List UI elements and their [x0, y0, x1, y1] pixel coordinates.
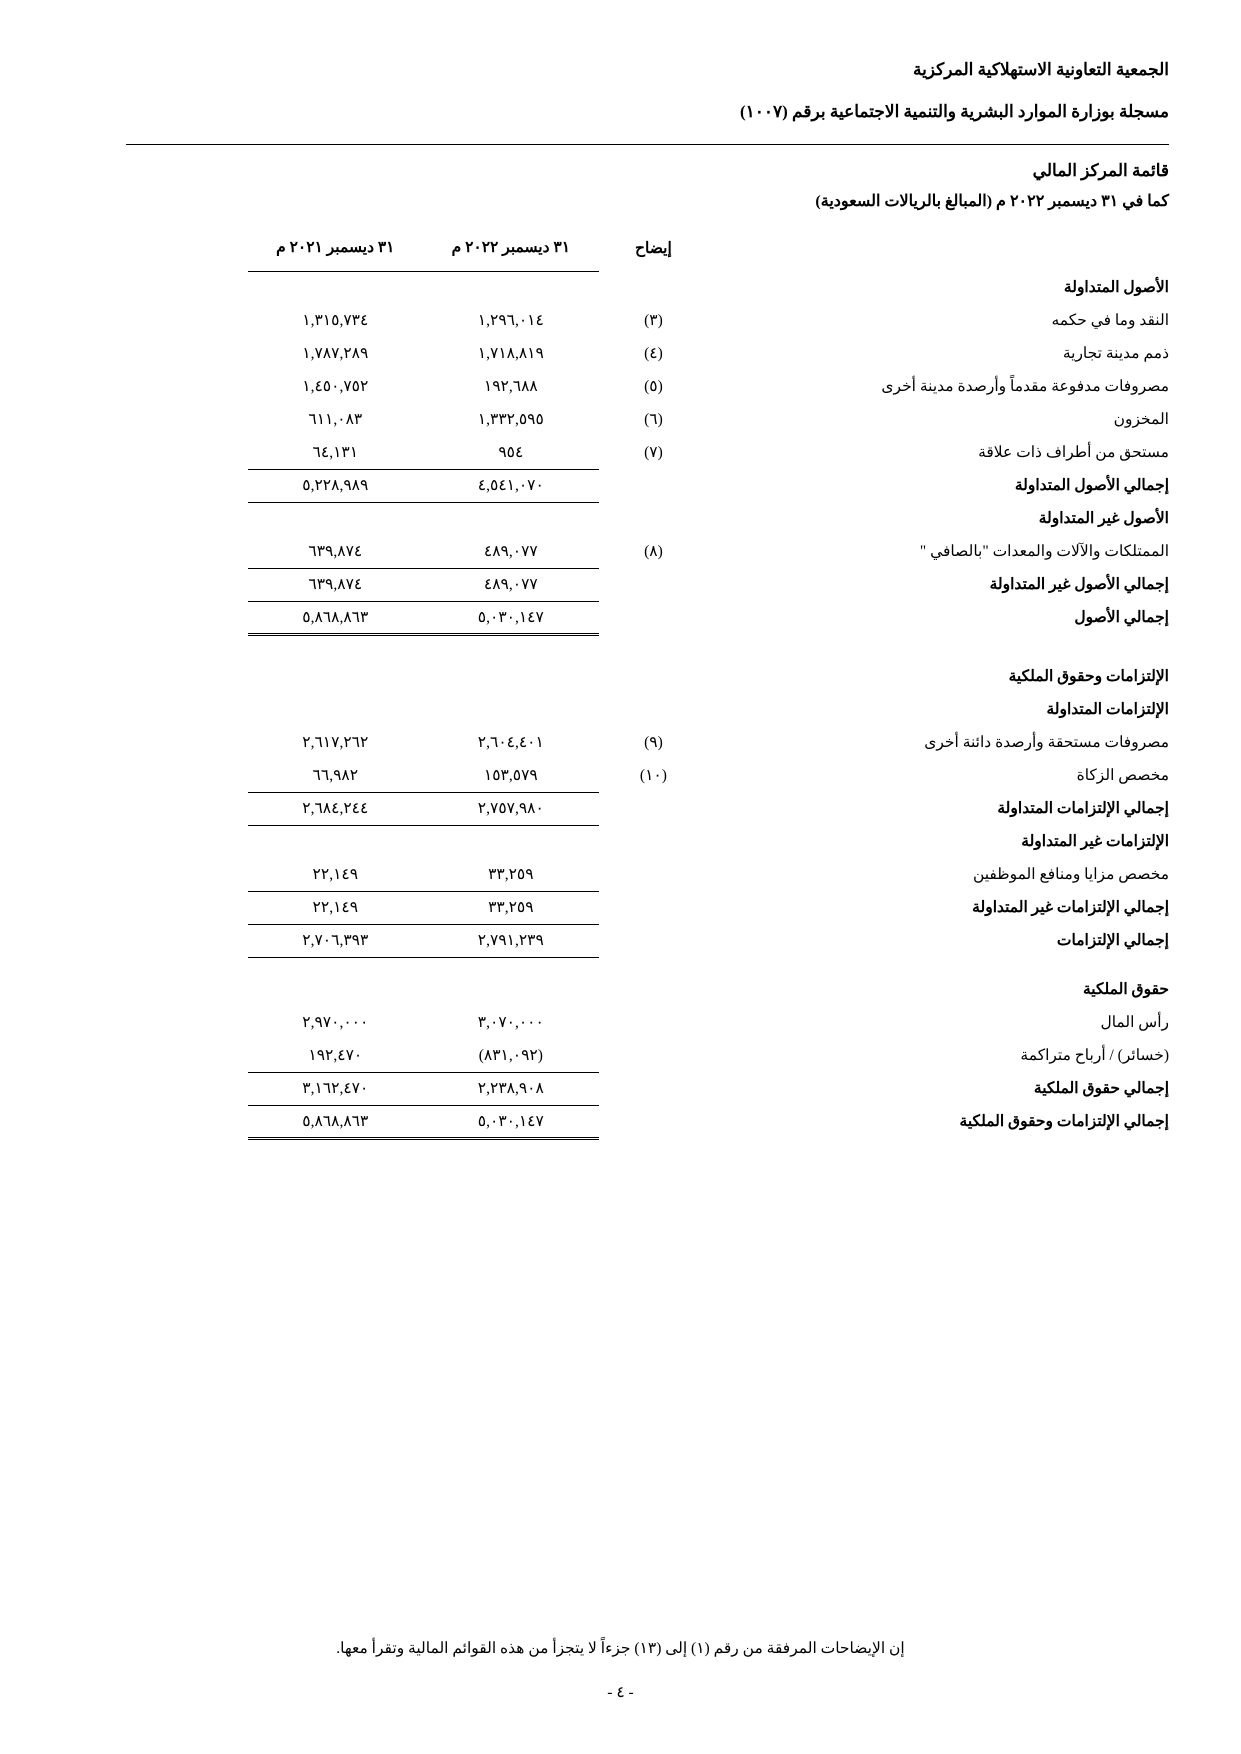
row-label: مستحق من أطراف ذات علاقة: [978, 444, 1169, 461]
header-spacer: [72, 225, 248, 271]
row-label: إجمالي الإلتزامات: [1056, 932, 1169, 949]
empty-cell: [72, 891, 248, 924]
table-row: [72, 858, 1169, 891]
row-value-2021: ٢,٦٨٤,٢٤٤: [248, 792, 424, 825]
empty-cell: [72, 973, 248, 1006]
empty-cell: [72, 535, 248, 568]
row-note: (١٠): [639, 767, 667, 784]
row-label: إجمالي حقوق الملكية: [1033, 1080, 1169, 1097]
empty-cell: [248, 693, 424, 726]
empty-cell: [599, 973, 709, 1006]
table-row-total: [72, 891, 1169, 924]
row-value-2021: ٣,١٦٢,٤٧٠: [248, 1072, 424, 1105]
empty-cell: [72, 469, 248, 502]
row-value-2021: ٥,٢٢٨,٩٨٩: [248, 469, 424, 502]
row-note: (٨): [644, 543, 663, 560]
row-value-2022: (٨٣١,٠٩٢): [423, 1039, 599, 1072]
section-title: الإلتزامات المتداولة: [1046, 701, 1169, 718]
table-row: [72, 726, 1169, 759]
row-label: المخزون: [1113, 411, 1169, 428]
row-note: (٩): [644, 734, 663, 751]
section-non-current-assets: [72, 502, 1169, 535]
row-value-2022: ٢,٦٠٤,٤٠١: [477, 734, 544, 751]
row-value-2022: ٢,٧٩١,٢٣٩: [423, 924, 599, 957]
document-header: [72, 60, 1169, 122]
row-value-2022: ٣,٠٧٠,٠٠٠: [477, 1014, 544, 1031]
empty-cell: [599, 858, 709, 891]
empty-cell: [599, 891, 709, 924]
section-title: الإلتزامات وحقوق الملكية: [1008, 668, 1169, 685]
row-label: إجمالي الأصول: [1074, 609, 1169, 626]
header-divider: [126, 144, 1169, 145]
empty-cell: [72, 271, 248, 304]
column-header-current-year: ٣١ ديسمبر ٢٠٢٢ م: [423, 225, 599, 271]
row-value-2022: ١,٧١٨,٨١٩: [477, 345, 544, 362]
section-title: حقوق الملكية: [1083, 981, 1169, 998]
table-header-row: [72, 225, 1169, 271]
table-row: [72, 337, 1169, 370]
empty-cell: [72, 568, 248, 601]
empty-cell: [72, 924, 248, 957]
section-current-assets: [72, 271, 1169, 304]
empty-cell: [599, 1072, 709, 1105]
section-title: الأصول غير المتداولة: [1038, 510, 1169, 527]
table-row: [72, 1039, 1169, 1072]
balance-sheet-table: [72, 225, 1169, 1140]
empty-cell: [423, 660, 599, 693]
statement-title: قائمة المركز المالي: [1032, 161, 1169, 180]
row-note: (٧): [644, 444, 663, 461]
row-value-2022: ٣٣,٢٥٩: [423, 891, 599, 924]
empty-cell: [72, 726, 248, 759]
empty-cell: [72, 1039, 248, 1072]
empty-cell: [248, 825, 424, 858]
table-row: [72, 370, 1169, 403]
empty-cell: [248, 973, 424, 1006]
section-title: الأصول المتداولة: [1063, 279, 1169, 296]
row-value-2022: ١٥٣,٥٧٩: [423, 759, 599, 792]
row-value-2021: ٢,٩٧٠,٠٠٠: [302, 1014, 369, 1031]
empty-cell: [72, 1072, 248, 1105]
organization-name: الجمعية التعاونية الاستهلاكية المركزية: [912, 60, 1169, 79]
row-label: رأس المال: [1100, 1014, 1169, 1031]
empty-cell: [248, 271, 424, 304]
table-row-total: [72, 924, 1169, 957]
empty-cell: [423, 973, 599, 1006]
row-value-2022: ١,٢٩٦,٠١٤: [477, 312, 544, 329]
spacer-row: [72, 634, 1169, 660]
row-value-2021: ٥,٨٦٨,٨٦٣: [248, 601, 424, 634]
row-note: (٦): [644, 411, 663, 428]
empty-cell: [72, 601, 248, 634]
row-value-2021: ١٩٢,٤٧٠: [248, 1039, 424, 1072]
row-label: ذمم مدينة تجارية: [1062, 345, 1169, 362]
table-row: [72, 304, 1169, 337]
empty-cell: [72, 403, 248, 436]
empty-cell: [72, 337, 248, 370]
row-label: الممتلكات والآلات والمعدات "بالصافي ": [919, 543, 1169, 560]
empty-cell: [599, 568, 709, 601]
table-row: [72, 1006, 1169, 1039]
table-row-grand-total: [72, 1105, 1169, 1138]
row-value-2021: ٢٢,١٤٩: [248, 891, 424, 924]
table-row-total: [72, 792, 1169, 825]
empty-cell: [72, 304, 248, 337]
row-label: إجمالي الإلتزامات غير المتداولة: [972, 899, 1169, 916]
empty-cell: [72, 1105, 248, 1138]
empty-cell: [72, 858, 248, 891]
row-label: إجمالي الإلتزامات وحقوق الملكية: [959, 1113, 1169, 1130]
empty-cell: [599, 271, 709, 304]
row-value-2021: ١,٤٥٠,٧٥٢: [302, 378, 369, 395]
section-equity: [72, 973, 1169, 1006]
empty-cell: [423, 825, 599, 858]
row-label: مخصص الزكاة: [1076, 767, 1169, 784]
row-value-2021: ٦١١,٠٨٣: [308, 411, 363, 428]
row-value-2021: ١,٧٨٧,٢٨٩: [302, 345, 369, 362]
table-row: [72, 436, 1169, 469]
statement-title-block: [72, 161, 1169, 211]
empty-cell: [72, 693, 248, 726]
row-value-2021: ١,٣١٥,٧٣٤: [302, 312, 369, 329]
row-label: مخصص مزايا ومنافع الموظفين: [972, 866, 1169, 883]
row-value-2022: ٤٨٩,٠٧٧: [423, 535, 599, 568]
column-header-prior-year: ٣١ ديسمبر ٢٠٢١ م: [248, 225, 424, 271]
row-label: مصروفات مدفوعة مقدماً وأرصدة مدينة أخرى: [881, 378, 1169, 395]
footnote: إن الإيضاحات المرفقة من رقم (١) إلى (١٣) جزءاً لا يتجزأ من هذه القوائم المالية وتقرأ معها.: [336, 1640, 905, 1657]
row-value-2021: ٦٦,٩٨٢: [248, 759, 424, 792]
page-number: - ٤ -: [607, 1684, 634, 1701]
empty-cell: [248, 502, 424, 535]
row-label: النقد وما في حكمه: [1051, 312, 1169, 329]
empty-cell: [72, 502, 248, 535]
empty-cell: [72, 792, 248, 825]
column-header-note: إيضاح: [635, 239, 672, 257]
empty-cell: [72, 370, 248, 403]
empty-cell: [72, 825, 248, 858]
row-value-2022: ٣٣,٢٥٩: [423, 858, 599, 891]
empty-cell: [423, 693, 599, 726]
empty-cell: [72, 436, 248, 469]
table-row-total: [72, 469, 1169, 502]
registration-line: مسجلة بوزارة الموارد البشرية والتنمية الاجتماعية برقم (١٠٠٧): [739, 102, 1169, 121]
row-value-2021: ٢,٧٠٦,٣٩٣: [248, 924, 424, 957]
empty-cell: [599, 693, 709, 726]
empty-cell: [599, 1105, 709, 1138]
table-row-total: [72, 568, 1169, 601]
table-row-total: [72, 1072, 1169, 1105]
empty-cell: [72, 660, 248, 693]
empty-cell: [599, 924, 709, 957]
row-label: إجمالي الأصول غير المتداولة: [989, 576, 1169, 593]
row-value-2021: ٦٣٩,٨٧٤: [248, 568, 424, 601]
section-current-liabilities: [72, 693, 1169, 726]
row-value-2022: ١,٣٣٢,٥٩٥: [477, 411, 544, 428]
row-label: إجمالي الإلتزامات المتداولة: [997, 800, 1169, 817]
row-value-2021: ٦٤,١٣١: [248, 436, 424, 469]
table-row: [72, 759, 1169, 792]
empty-cell: [599, 825, 709, 858]
row-label: مصروفات مستحقة وأرصدة دائنة أخرى: [924, 734, 1169, 751]
row-value-2022: ٥,٠٣٠,١٤٧: [423, 601, 599, 634]
section-title: الإلتزامات غير المتداولة: [1021, 833, 1169, 850]
empty-cell: [599, 1039, 709, 1072]
section-non-current-liabilities: [72, 825, 1169, 858]
row-note: (٥): [644, 378, 663, 395]
table-row: [72, 535, 1169, 568]
row-label: (خسائر) / أرباح متراكمة: [1020, 1047, 1169, 1064]
row-label: إجمالي الأصول المتداولة: [1014, 477, 1169, 494]
empty-cell: [72, 1006, 248, 1039]
section-equity-liabilities: [72, 660, 1169, 693]
row-value-2021: ٢٢,١٤٩: [248, 858, 424, 891]
row-note: (٤): [644, 345, 663, 362]
spacer-row: [72, 957, 1169, 973]
empty-cell: [423, 271, 599, 304]
empty-cell: [72, 759, 248, 792]
empty-cell: [599, 660, 709, 693]
empty-cell: [599, 792, 709, 825]
empty-cell: [423, 502, 599, 535]
row-value-2022: ٢,٢٣٨,٩٠٨: [423, 1072, 599, 1105]
row-note: (٣): [644, 312, 663, 329]
empty-cell: [599, 502, 709, 535]
row-value-2022: ٩٥٤: [423, 436, 599, 469]
statement-subtitle: كما في ٣١ ديسمبر ٢٠٢٢ م (المبالغ بالريالات السعودية): [815, 193, 1169, 210]
row-value-2022: ٤,٥٤١,٠٧٠: [423, 469, 599, 502]
row-value-2021: ٦٣٩,٨٧٤: [248, 535, 424, 568]
empty-cell: [599, 1006, 709, 1039]
table-row-grand-total: [72, 601, 1169, 634]
row-value-2022: ٤٨٩,٠٧٧: [423, 568, 599, 601]
empty-cell: [599, 601, 709, 634]
empty-cell: [248, 660, 424, 693]
row-value-2021: ٢,٦١٧,٢٦٢: [302, 734, 369, 751]
row-value-2021: ٥,٨٦٨,٨٦٣: [248, 1105, 424, 1138]
row-value-2022: ١٩٢,٦٨٨: [483, 378, 538, 395]
header-blank-label: [708, 225, 1169, 271]
row-value-2022: ٢,٧٥٧,٩٨٠: [423, 792, 599, 825]
row-value-2022: ٥,٠٣٠,١٤٧: [423, 1105, 599, 1138]
table-row: [72, 403, 1169, 436]
empty-cell: [599, 469, 709, 502]
